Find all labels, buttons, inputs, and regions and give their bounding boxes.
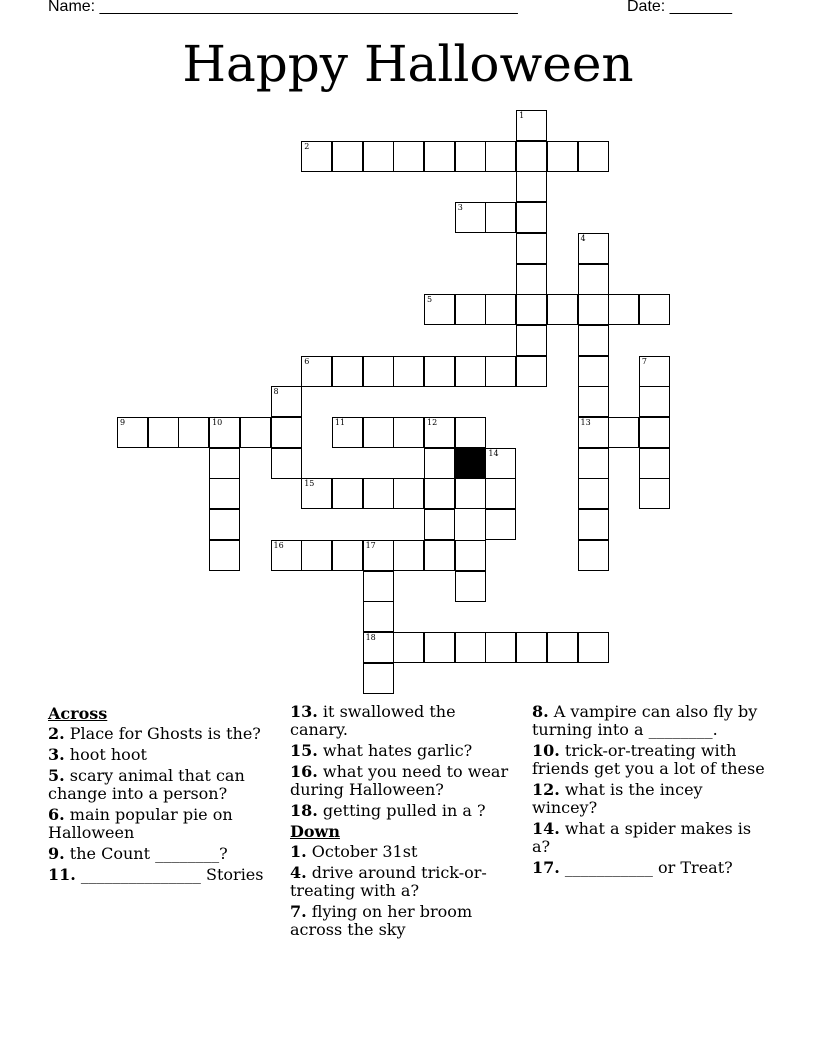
grid-cell[interactable] xyxy=(516,110,547,141)
clue-number: 18 xyxy=(365,632,376,642)
clue-number: 8 xyxy=(273,387,279,397)
grid-cell[interactable] xyxy=(332,141,363,172)
clue-number: 5 xyxy=(427,295,433,305)
clue-number-label: 13. xyxy=(290,702,318,721)
grid-cell[interactable] xyxy=(578,325,609,356)
clue-number-label: 1. xyxy=(290,842,307,861)
clue-number: 2 xyxy=(304,141,310,151)
grid-cell[interactable] xyxy=(271,540,302,571)
clue-number-label: 8. xyxy=(532,702,549,721)
clue-text: hoot hoot xyxy=(64,745,147,764)
clue-column-1 xyxy=(48,703,273,887)
clue-text: main popular pie on Halloween xyxy=(48,805,233,842)
clue-number-label: 2. xyxy=(48,724,65,743)
grid-cell[interactable] xyxy=(639,448,670,479)
grid-cell[interactable] xyxy=(578,294,609,325)
clue-text: what a spider makes is a? xyxy=(532,819,752,856)
grid-cell[interactable] xyxy=(485,141,516,172)
clue-number: 12 xyxy=(427,418,438,427)
grid-cell[interactable] xyxy=(485,632,516,663)
grid-cell[interactable] xyxy=(516,632,547,663)
clue-text: flying on her broom across the sky xyxy=(290,902,473,939)
clue-item xyxy=(290,703,515,739)
grid-cell[interactable] xyxy=(516,233,547,264)
clue-number: 1 xyxy=(519,111,525,120)
clue-number: 17 xyxy=(365,540,376,550)
clue-text: scary animal that can change into a person? xyxy=(48,766,245,803)
section-heading: Across xyxy=(48,704,108,723)
grid-cell[interactable] xyxy=(639,356,670,387)
grid-cell[interactable] xyxy=(455,571,486,602)
grid-cell[interactable] xyxy=(424,540,455,571)
clue-number: 6 xyxy=(304,356,310,366)
clue-text: _______________ Stories xyxy=(75,865,264,884)
grid-cell[interactable] xyxy=(363,601,394,632)
grid-cell[interactable] xyxy=(301,141,332,172)
clue-number: 16 xyxy=(273,540,284,550)
grid-cell[interactable] xyxy=(332,417,363,448)
clue-item xyxy=(290,903,515,939)
grid-cell[interactable] xyxy=(578,417,609,448)
grid-cell[interactable] xyxy=(578,632,609,663)
grid-cell[interactable] xyxy=(393,540,424,571)
clue-item xyxy=(48,725,273,743)
grid-cell[interactable] xyxy=(547,294,578,325)
grid-cell[interactable] xyxy=(332,540,363,571)
grid-cell[interactable] xyxy=(271,417,302,448)
grid-cell[interactable] xyxy=(639,294,670,325)
clue-number-label: 17. xyxy=(532,858,560,877)
name-field: Name: _______________________________________________ xyxy=(48,0,518,15)
grid-cell[interactable] xyxy=(455,540,486,571)
grid-cell[interactable] xyxy=(455,632,486,663)
clue-item xyxy=(48,767,273,803)
clue-item xyxy=(290,864,515,900)
clue-item xyxy=(48,806,273,842)
clue-number: 13 xyxy=(580,418,591,427)
grid-cell[interactable] xyxy=(455,294,486,325)
grid-cell[interactable] xyxy=(424,632,455,663)
clue-text: A vampire can also fly by turning into a ________. xyxy=(532,702,758,739)
grid-cell[interactable] xyxy=(271,386,302,417)
grid-cell[interactable] xyxy=(301,478,332,509)
grid-cell[interactable] xyxy=(639,386,670,417)
clue-item xyxy=(532,742,772,778)
clue-text: trick-or-treating with friends get you a lot of these xyxy=(532,741,765,778)
grid-cell[interactable] xyxy=(424,141,455,172)
date-field: Date: _______ xyxy=(627,0,732,15)
clue-text: what you need to wear during Halloween? xyxy=(290,762,509,799)
grid-cell[interactable] xyxy=(393,141,424,172)
grid-cell[interactable] xyxy=(393,478,424,509)
grid-cell[interactable] xyxy=(547,141,578,172)
clue-number-label: 9. xyxy=(48,844,65,863)
clue-number-label: 18. xyxy=(290,801,318,820)
page-title: Happy Halloween xyxy=(182,35,634,93)
grid-cell[interactable] xyxy=(578,141,609,172)
clue-item xyxy=(290,843,515,861)
clue-text: the Count ________? xyxy=(64,844,228,863)
grid-cell[interactable] xyxy=(516,141,547,172)
grid-cell[interactable] xyxy=(578,448,609,479)
grid-cell[interactable] xyxy=(148,417,179,448)
clue-item xyxy=(290,802,515,820)
grid-cell[interactable] xyxy=(608,294,639,325)
clue-number-label: 16. xyxy=(290,762,318,781)
clue-text: drive around trick-or-treating with a? xyxy=(290,863,487,900)
clue-text: ___________ or Treat? xyxy=(559,858,733,877)
clue-number-label: 6. xyxy=(48,805,65,824)
grid-cell[interactable] xyxy=(363,663,394,694)
grid-cell[interactable] xyxy=(639,417,670,448)
grid-cell[interactable] xyxy=(516,325,547,356)
clue-number-label: 5. xyxy=(48,766,65,785)
grid-cell[interactable] xyxy=(424,294,455,325)
clue-text: it swallowed the canary. xyxy=(290,702,456,739)
clue-number-label: 14. xyxy=(532,819,560,838)
grid-cell[interactable] xyxy=(578,478,609,509)
grid-cell[interactable] xyxy=(424,356,455,387)
grid-cell[interactable] xyxy=(424,478,455,509)
grid-cell[interactable] xyxy=(485,478,516,509)
clue-number: 11 xyxy=(334,418,346,427)
clue-number: 4 xyxy=(580,233,586,243)
clue-item xyxy=(290,742,515,760)
grid-cell[interactable] xyxy=(455,141,486,172)
clue-text: October 31st xyxy=(306,842,418,861)
grid-cell[interactable] xyxy=(178,417,209,448)
clue-number: 3 xyxy=(457,203,463,213)
grid-cell[interactable] xyxy=(363,356,394,387)
clue-number-label: 11. xyxy=(48,865,76,884)
grid-cell[interactable] xyxy=(424,509,455,540)
grid-cell[interactable] xyxy=(578,264,609,295)
clue-item xyxy=(48,845,273,863)
grid-cell[interactable] xyxy=(485,448,516,479)
grid-cell[interactable] xyxy=(516,171,547,202)
grid-cell[interactable] xyxy=(117,417,148,448)
grid-cell[interactable] xyxy=(424,448,455,479)
grid-cell[interactable] xyxy=(363,478,394,509)
clue-text: what hates garlic? xyxy=(317,741,473,760)
clue-item xyxy=(532,859,772,877)
clue-item xyxy=(532,781,772,817)
grid-cell[interactable] xyxy=(578,356,609,387)
grid-cell[interactable] xyxy=(271,448,302,479)
section-heading: Down xyxy=(290,822,340,841)
grid-cell[interactable] xyxy=(301,540,332,571)
clue-number-label: 7. xyxy=(290,902,307,921)
clue-number: 10 xyxy=(212,418,223,427)
clue-number-label: 12. xyxy=(532,780,560,799)
clue-item xyxy=(290,763,515,799)
grid-cell[interactable] xyxy=(485,294,516,325)
grid-cell[interactable] xyxy=(209,448,240,479)
grid-cell[interactable] xyxy=(578,233,609,264)
grid-cell[interactable] xyxy=(332,478,363,509)
clue-number: 9 xyxy=(120,418,126,427)
grid-cell[interactable] xyxy=(608,417,639,448)
grid-cell[interactable] xyxy=(639,478,670,509)
clue-number-label: 15. xyxy=(290,741,318,760)
grid-cell[interactable] xyxy=(363,141,394,172)
clue-column-3 xyxy=(532,703,772,880)
grid-cell[interactable] xyxy=(516,294,547,325)
grid-cell[interactable] xyxy=(332,356,363,387)
grid-cell[interactable] xyxy=(578,509,609,540)
grid-cell[interactable] xyxy=(485,202,516,233)
clue-number: 14 xyxy=(488,448,499,458)
grid-cell[interactable] xyxy=(363,540,394,571)
grid-cell[interactable] xyxy=(363,571,394,602)
grid-cell[interactable] xyxy=(516,356,547,387)
grid-cell[interactable] xyxy=(363,632,394,663)
clue-number: 15 xyxy=(304,479,315,489)
grid-cell[interactable] xyxy=(578,386,609,417)
grid-cell[interactable] xyxy=(240,417,271,448)
grid-cell[interactable] xyxy=(209,509,240,540)
clue-item xyxy=(532,703,772,739)
grid-cell[interactable] xyxy=(209,417,240,448)
grid-cell[interactable] xyxy=(485,356,516,387)
clue-number: 7 xyxy=(641,356,647,366)
clue-text: getting pulled in a ? xyxy=(317,801,486,820)
black-cell xyxy=(455,448,486,479)
grid-cell[interactable] xyxy=(363,417,394,448)
grid-cell[interactable] xyxy=(393,632,424,663)
grid-cell[interactable] xyxy=(455,202,486,233)
grid-cell[interactable] xyxy=(516,202,547,233)
grid-cell[interactable] xyxy=(209,478,240,509)
clue-item xyxy=(48,746,273,764)
clue-number-label: 4. xyxy=(290,863,307,882)
clue-number-label: 10. xyxy=(532,741,560,760)
grid-cell[interactable] xyxy=(393,356,424,387)
grid-cell[interactable] xyxy=(547,632,578,663)
grid-cell[interactable] xyxy=(301,356,332,387)
grid-cell[interactable] xyxy=(578,540,609,571)
clue-number-label: 3. xyxy=(48,745,65,764)
grid-cell[interactable] xyxy=(393,417,424,448)
clue-item xyxy=(48,866,273,884)
grid-cell[interactable] xyxy=(209,540,240,571)
grid-cell[interactable] xyxy=(455,417,486,448)
clue-item xyxy=(532,820,772,856)
grid-cell[interactable] xyxy=(485,509,516,540)
grid-cell[interactable] xyxy=(455,356,486,387)
clue-text: Place for Ghosts is the? xyxy=(64,724,261,743)
clue-column-2 xyxy=(290,703,515,942)
grid-cell[interactable] xyxy=(424,417,455,448)
grid-cell[interactable] xyxy=(516,264,547,295)
clue-text: what is the incey wincey? xyxy=(532,780,703,817)
grid-cell[interactable] xyxy=(455,478,486,509)
